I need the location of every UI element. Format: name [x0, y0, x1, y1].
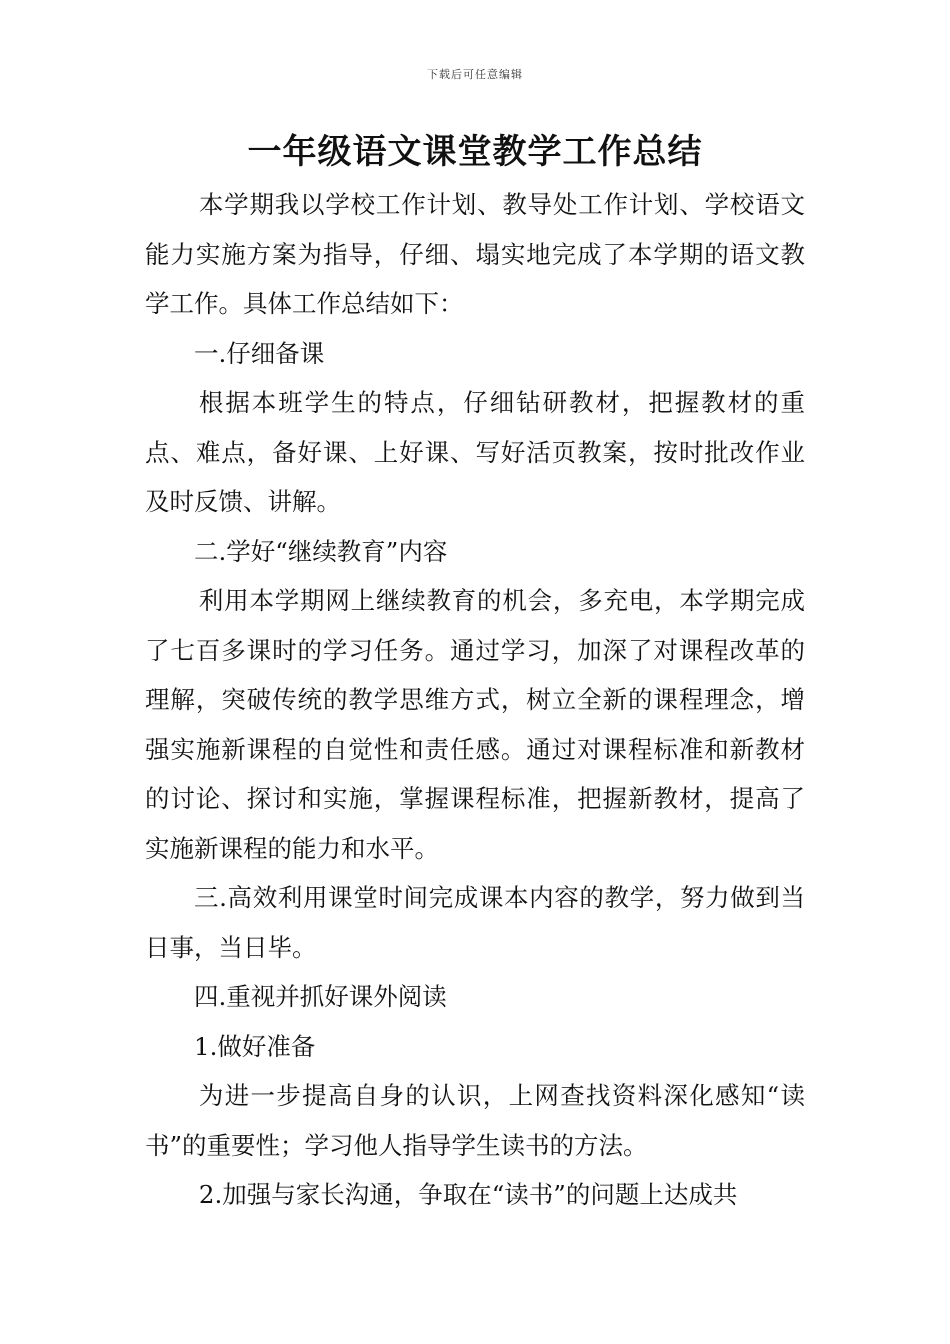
subheading-4-2: 2.加强与家长沟通，争取在“读书”的问题上达成共	[198, 1180, 738, 1209]
document-body	[145, 180, 805, 1220]
section-heading-4: 四.重视并抓好课外阅读	[194, 982, 447, 1011]
section-heading-3: 三.高效利用课堂时间完成课本内容的教学，努力做到当日事，当日毕。	[145, 883, 805, 962]
document-title: 一年级语文课堂教学工作总结	[247, 132, 703, 172]
header-note: 下载后可任意编辑	[427, 68, 523, 81]
subheading-4-1: 1.做好准备	[194, 1031, 316, 1061]
section-heading-1: 一.仔细备课	[194, 338, 325, 368]
section-2-paragraph: 利用本学期网上继续教育的机会，多充电，本学期完成了七百多课时的学习任务。通过学习，加深了对课程改革的理解，突破传统的教学思维方式，树立全新的课程理念，增强实施新课程的自觉性和责任感。通过对课程标准和新教材的讨论、探讨和实施，掌握课程标准，把握新教材，提高了实施新课程的能力和水平。	[145, 586, 805, 863]
intro-paragraph: 本学期我以学校工作计划、教导处工作计划、学校语文能力实施方案为指导，仔细、塌实地完成了本学期的语文教学工作。具体工作总结如下：	[145, 190, 805, 318]
subsection-4-1-paragraph: 为进一步提高自身的认识，上网查找资料深化感知“读书”的重要性；学习他人指导学生读书的方法。	[145, 1081, 805, 1160]
section-heading-2: 二.学好“继续教育”内容	[194, 536, 448, 566]
section-1-paragraph: 根据本班学生的特点，仔细钻研教材，把握教材的重点、难点，备好课、上好课、写好活页教案，按时批改作业及时反馈、讲解。	[145, 388, 805, 516]
